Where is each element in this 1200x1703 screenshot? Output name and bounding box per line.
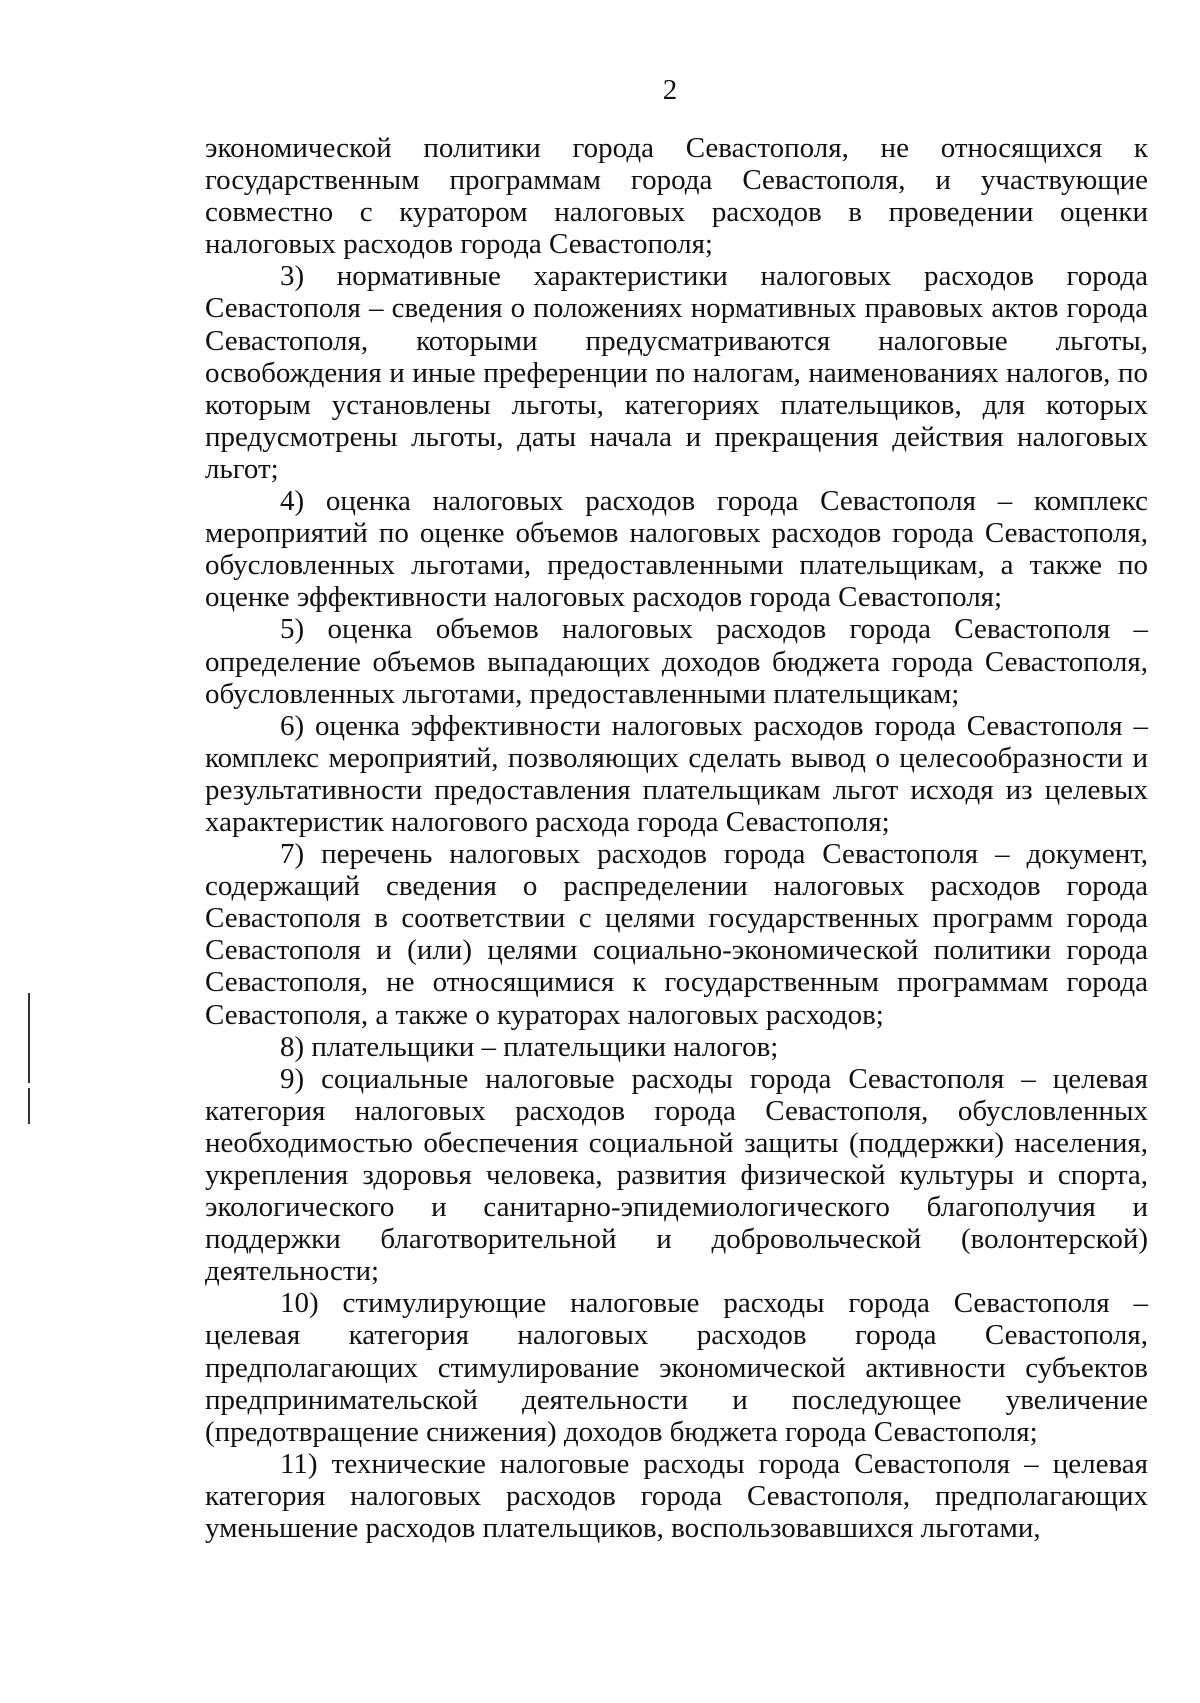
paragraph-item-6: 6) оценка эффективности налоговых расходов города Севастополя – комплекс мероприятий, позволяющих сделать вывод о целесообразности и результативности предоставления плательщикам льгот исходя из целевых характеристик налогового расхода города Севастополя; [205,709,1148,838]
document-body [205,132,1148,1544]
paragraph-item-3: 3) нормативные характеристики налоговых расходов города Севастополя – сведения о положениях нормативных правовых актов города Севастополя, которыми предусматриваются налоговые льготы, освобождения и иные преференции по налогам, наименованиях налогов, по которым установлены льготы, категориях плательщиков, для которых предусмотрены льготы, даты начала и прекращения действия налоговых льгот; [205,260,1148,485]
paragraph-continuation: экономической политики города Севастополя, не относящихся к государственным программам города Севастополя, и участвующие совместно с куратором налоговых расходов в проведении оценки налоговых расходов города Севастополя; [205,132,1148,261]
paragraph-item-8: 8) плательщики – плательщики налогов; [280,1030,779,1063]
paragraph-item-10: 10) стимулирующие налоговые расходы города Севастополя – целевая категория налоговых расходов города Севастополя, предполагающих стимулирование экономической активности субъектов предпринимательской деятельности и последующее увеличение (предотвращение снижения) доходов бюджета города Севастополя; [205,1287,1148,1448]
paragraph-item-4: 4) оценка налоговых расходов города Севастополя – комплекс мероприятий по оценке объемов налоговых расходов города Севастополя, обусловленных льготами, предоставленными плательщикам, а также по оценке эффективности налоговых расходов города Севастополя; [205,485,1148,614]
paragraph-item-11: 11) технические налоговые расходы города Севастополя – целевая категория налоговых расходов города Севастополя, предполагающих уменьшение расходов плательщиков, воспользовавшихся льготами, [205,1447,1148,1545]
paragraph-item-7: 7) перечень налоговых расходов города Севастополя – документ, содержащий сведения о распределении налоговых расходов города Севастополя в соответствии с целями государственных программ города Севастополя и (или) целями социально-экономической политики города Севастополя, не относящимися к государственным программам города Севастополя, а также о кураторах налоговых расходов; [205,838,1148,1031]
margin-scan-line [28,993,30,1083]
paragraph-item-9: 9) социальные налоговые расходы города Севастополя – целевая категория налоговых расходов города Севастополя, обусловленных необходимостью обеспечения социальной защиты (поддержки) населения, укрепления здоровья человека, развития физической культуры и спорта, экологического и санитарно-эпидемиологического благополучия и поддержки благотворительной и добровольческой (волонтерской) деятельности; [205,1062,1148,1288]
margin-scan-line [28,1088,30,1124]
page-number: 2 [662,74,678,106]
paragraph-item-5: 5) оценка объемов налоговых расходов города Севастополя – определение объемов выпадающих доходов бюджета города Севастополя, обусловленных льготами, предоставленными плательщикам; [205,613,1148,710]
